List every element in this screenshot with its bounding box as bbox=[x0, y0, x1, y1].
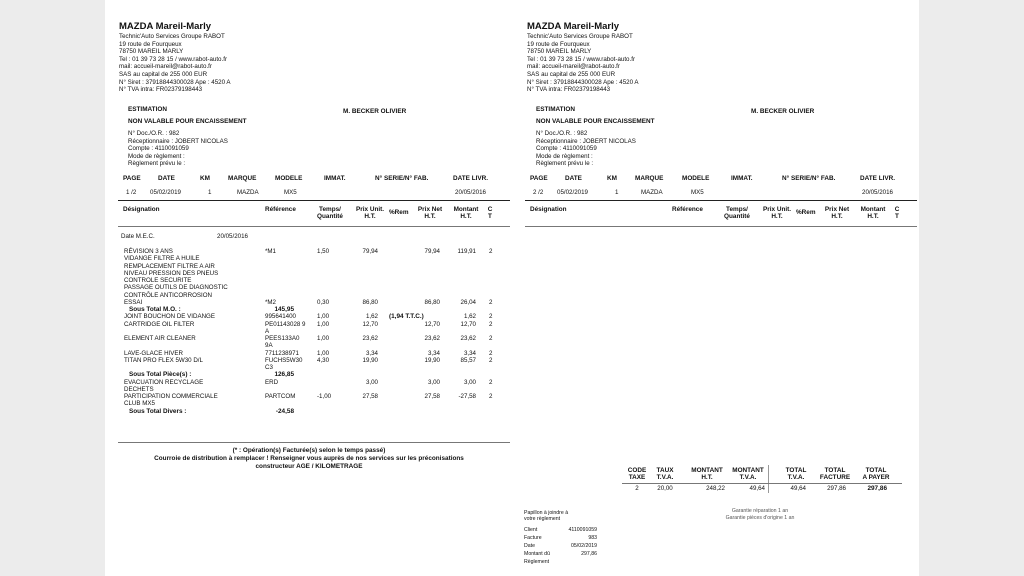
document-meta bbox=[128, 130, 228, 168]
meta-line: Compte : 4110091059 bbox=[536, 145, 597, 153]
line-ct: 2 bbox=[489, 248, 493, 255]
col-pn-l2: H.T. bbox=[424, 213, 436, 220]
col-ct bbox=[484, 206, 496, 220]
line-designation: VIDANGE FILTRE A HUILE bbox=[124, 255, 200, 263]
vehicle-header-marque: MARQUE bbox=[228, 175, 257, 182]
line-mt: 1,62 bbox=[463, 313, 476, 321]
company-line: N° TVA intra: FR02379198443 bbox=[527, 86, 611, 94]
col-montant bbox=[449, 206, 483, 220]
col-ct bbox=[891, 206, 903, 220]
totals-h: CODE bbox=[627, 467, 647, 474]
line-ref: PARTCOM bbox=[265, 393, 296, 400]
guarantee-parts: Garantie pièces d'origine 1 an bbox=[725, 515, 795, 521]
non-valid-notice: NON VALABLE POUR ENCAISSEMENT bbox=[536, 118, 655, 125]
coupon-label: Facture bbox=[524, 535, 542, 541]
company-line: Tel : 01 39 73 28 15 / www.rabot-auto.fr bbox=[119, 55, 227, 63]
vehicle-modele: MX5 bbox=[284, 189, 297, 196]
subtotal-label: Sous Total M.O. : bbox=[129, 306, 181, 313]
vehicle-page: 2 /2 bbox=[533, 189, 544, 196]
divider-vertical bbox=[768, 465, 769, 493]
totals-total-tva: 49,64 bbox=[790, 485, 806, 492]
totals-montant-tva: 49,64 bbox=[749, 485, 765, 492]
line-pn: 86,80 bbox=[424, 298, 440, 306]
line-designation: EVACUATION RECYCLAGE bbox=[124, 378, 204, 386]
col-mt-l2: H.T. bbox=[460, 213, 472, 220]
col-pn-l2: H.T. bbox=[831, 213, 843, 220]
company-line: Tel : 01 39 73 28 15 / www.rabot-auto.fr bbox=[527, 55, 635, 63]
document-page-2 bbox=[512, 0, 919, 576]
coupon-value: 4110091059 bbox=[568, 527, 597, 533]
col-temps-l1: Temps/ bbox=[726, 206, 748, 213]
coupon-value: 983 bbox=[588, 535, 597, 541]
line-pu: 79,94 bbox=[362, 248, 378, 255]
line-pn: 27,58 bbox=[424, 393, 440, 400]
company-info bbox=[119, 33, 231, 94]
vehicle-km: 1 bbox=[615, 189, 619, 196]
line-designation: TITAN PRO FLEX 5W30 D/L bbox=[124, 356, 203, 364]
col-ct-l1: C bbox=[487, 206, 493, 213]
line-designation: CONTRÔLE ANTICORROSION bbox=[124, 291, 213, 299]
col-prix-net bbox=[821, 206, 853, 220]
line-ref: 9A bbox=[265, 342, 273, 350]
totals-h: TOTAL bbox=[865, 467, 887, 474]
line-ref: C3 bbox=[265, 364, 273, 371]
vehicle-marque: MAZDA bbox=[641, 189, 663, 196]
col-mt-l1: Montant bbox=[453, 206, 479, 213]
vehicle-date-livr: 20/05/2016 bbox=[455, 189, 486, 196]
line-mt: 23,62 bbox=[460, 335, 476, 342]
col-montant bbox=[856, 206, 890, 220]
line-ref: ERD bbox=[265, 378, 279, 386]
meta-line: Mode de règlement : bbox=[128, 152, 185, 160]
subtotal-value: -24,58 bbox=[275, 407, 294, 415]
subtotal-label: Sous Total Divers : bbox=[129, 407, 187, 415]
col-ct-l2: T bbox=[895, 213, 899, 220]
col-mt-l2: H.T. bbox=[867, 213, 879, 220]
line-ct: 2 bbox=[489, 349, 493, 357]
vehicle-header-serie: N° SERIE/N° FAB. bbox=[782, 175, 836, 182]
vehicle-header-date-livr: DATE LIVR. bbox=[860, 175, 896, 182]
line-designation: NIVEAU PRESSION DES PNEUS bbox=[124, 269, 219, 277]
company-line: SAS au capital de 255 000 EUR bbox=[527, 70, 616, 78]
coupon-label: Client bbox=[524, 527, 538, 533]
line-designation: CARTRIDGE OIL FILTER bbox=[124, 320, 195, 328]
company-line: N° Siret : 37918844300028 Ape : 4520 A bbox=[119, 78, 231, 86]
col-designation: Désignation bbox=[123, 206, 160, 213]
meta-line: Réceptionnaire : JOBERT NICOLAS bbox=[128, 137, 228, 145]
line-designation: RÉVISION 3 ANS bbox=[124, 248, 173, 255]
col-ct-l2: T bbox=[488, 213, 492, 220]
col-pn-l1: Prix Net bbox=[824, 206, 850, 213]
vehicle-date: 05/02/2019 bbox=[557, 189, 588, 196]
col-rem: %Rem bbox=[389, 209, 409, 216]
vehicle-page: 1 /2 bbox=[126, 189, 137, 196]
line-designation: CONTROLE SECURITE bbox=[124, 277, 192, 284]
totals-h: T.V.A. bbox=[739, 474, 757, 481]
line-mt: 119,91 bbox=[457, 248, 476, 255]
line-designation: PASSAGE OUTILS DE DIAGNOSTIC bbox=[124, 284, 228, 292]
vehicle-marque: MAZDA bbox=[237, 189, 259, 196]
customer-name: M. BECKER OLIVIER bbox=[751, 108, 815, 115]
guarantee-repair: Garantie réparation 1 an bbox=[731, 508, 789, 514]
divider bbox=[622, 483, 902, 484]
meta-line: Règlement prévu le : bbox=[128, 160, 186, 168]
note-constructor: constructeur AGE / KILOMETRAGE bbox=[255, 463, 363, 470]
coupon-label: Montant dû bbox=[524, 551, 550, 557]
vehicle-header-immat: IMMAT. bbox=[731, 175, 753, 182]
coupon-label: Règlement bbox=[524, 559, 550, 565]
company-line: mail: accueil-mareil@rabot-auto.fr bbox=[527, 63, 620, 71]
line-qty: 1,00 bbox=[317, 313, 330, 321]
line-mt: 85,57 bbox=[460, 356, 476, 364]
line-qty: 1,50 bbox=[317, 248, 330, 255]
line-rem: (1,94 T.T.C.) bbox=[389, 313, 424, 321]
coupon-label: Date bbox=[524, 543, 535, 549]
subtotal-label: Sous Total Pièce(s) : bbox=[129, 371, 192, 379]
line-ref: PE01143028 9 bbox=[265, 320, 306, 328]
company-info bbox=[527, 33, 639, 94]
line-pn: 23,62 bbox=[424, 335, 440, 342]
company-line: 19 route de Fourqueux bbox=[527, 40, 590, 48]
document-type: ESTIMATION bbox=[536, 106, 575, 113]
line-pn: 19,90 bbox=[424, 356, 440, 364]
meta-line: Compte : 4110091059 bbox=[128, 145, 189, 153]
line-ref: FUCHS5W30 bbox=[265, 356, 303, 364]
line-qty: -1,00 bbox=[317, 393, 332, 400]
line-mt: 12,70 bbox=[460, 320, 476, 328]
col-temps bbox=[313, 206, 347, 220]
company-line: 78750 MAREIL MARLY bbox=[527, 48, 592, 56]
totals-h: TOTAL bbox=[785, 467, 807, 474]
note-timing-belt: Courroie de distribution à remplacer ! Renseigner vous auprès de nos services sur les préconisations bbox=[154, 455, 464, 462]
totals-col-montant-ht bbox=[687, 467, 727, 481]
line-designation: DECHETS bbox=[124, 385, 154, 393]
totals-h: MONTANT bbox=[732, 467, 764, 474]
totals-montant-ht: 248,22 bbox=[706, 485, 725, 492]
vehicle-header-date: DATE bbox=[158, 175, 175, 182]
line-pn: 12,70 bbox=[424, 320, 440, 328]
totals-taux: 20,00 bbox=[657, 485, 673, 492]
totals-h: T.V.A. bbox=[787, 474, 805, 481]
line-pu: 1,62 bbox=[365, 313, 378, 321]
totals-col-total-facture bbox=[816, 467, 854, 481]
coupon-subtitle: votre règlement bbox=[524, 516, 561, 522]
vehicle-header-immat: IMMAT. bbox=[324, 175, 346, 182]
vehicle-header-date-livr: DATE LIVR. bbox=[453, 175, 489, 182]
totals-col-code bbox=[622, 467, 652, 481]
vehicle-header-page: PAGE bbox=[123, 175, 141, 182]
totals-col-montant-tva bbox=[728, 467, 768, 481]
line-mt: -27,58 bbox=[458, 393, 476, 400]
col-designation: Désignation bbox=[530, 206, 567, 213]
subtotal-value: 145,95 bbox=[274, 306, 294, 313]
col-ct-l1: C bbox=[894, 206, 900, 213]
divider bbox=[118, 226, 510, 227]
divider bbox=[525, 200, 917, 201]
vehicle-header-km: KM bbox=[200, 175, 210, 182]
line-ct: 2 bbox=[489, 313, 493, 321]
vehicle-date-livr: 20/05/2016 bbox=[862, 189, 893, 196]
coupon-value: 05/02/2019 bbox=[571, 543, 597, 549]
line-ref: *M2 bbox=[265, 298, 277, 306]
totals-col-total-payer bbox=[857, 467, 895, 481]
company-line: N° Siret : 37918844300028 Ape : 4520 A bbox=[527, 78, 639, 86]
col-temps-l2: Quantité bbox=[724, 213, 750, 220]
line-qty: 1,00 bbox=[317, 320, 330, 328]
vehicle-header-serie: N° SERIE/N° FAB. bbox=[375, 175, 429, 182]
line-ref: *M1 bbox=[265, 248, 277, 255]
meta-line: N° Doc./O.R. : 982 bbox=[536, 130, 588, 137]
vehicle-header-modele: MODELE bbox=[682, 175, 710, 182]
line-qty: 4,30 bbox=[317, 356, 330, 364]
mec-label: Date M.E.C. bbox=[121, 233, 155, 240]
line-mt: 3,00 bbox=[463, 378, 476, 386]
coupon-value: 297,86 bbox=[581, 551, 597, 557]
line-ct: 2 bbox=[489, 335, 493, 342]
non-valid-notice: NON VALABLE POUR ENCAISSEMENT bbox=[128, 118, 247, 125]
line-pn: 3,34 bbox=[427, 349, 440, 357]
line-pu: 23,62 bbox=[362, 335, 378, 342]
line-ref: 7711238971 bbox=[265, 349, 299, 357]
company-name: MAZDA Mareil-Marly bbox=[119, 21, 212, 32]
mec-value: 20/05/2016 bbox=[217, 233, 248, 240]
vehicle-header-km: KM bbox=[607, 175, 617, 182]
line-designation: ELEMENT AIR CLEANER bbox=[124, 335, 196, 342]
col-prix-net bbox=[414, 206, 446, 220]
col-prix-unit bbox=[352, 206, 388, 220]
line-designation: REMPLACEMENT FILTRE A AIR bbox=[124, 262, 215, 270]
col-reference: Référence bbox=[672, 206, 703, 213]
company-line: 78750 MAREIL MARLY bbox=[119, 48, 184, 56]
note-operation: (* : Opération(s) Facturée(s) selon le temps passé) bbox=[232, 447, 386, 454]
customer-name: M. BECKER OLIVIER bbox=[343, 108, 407, 115]
company-line: Technic'Auto Services Groupe RABOT bbox=[527, 33, 633, 40]
line-designation: ESSAI bbox=[124, 298, 143, 306]
document-meta bbox=[536, 130, 636, 168]
company-line: SAS au capital de 255 000 EUR bbox=[119, 70, 208, 78]
vehicle-header-date: DATE bbox=[565, 175, 582, 182]
totals-h: T.V.A. bbox=[656, 474, 674, 481]
totals-col-total-tva bbox=[778, 467, 814, 481]
totals-h: TOTAL bbox=[824, 467, 846, 474]
line-designation: LAVE-GLACE HIVER bbox=[124, 349, 184, 357]
line-mt: 26,04 bbox=[460, 298, 476, 306]
line-ref: 995641400 bbox=[265, 313, 296, 321]
col-temps-l1: Temps/ bbox=[319, 206, 341, 213]
line-ct: 2 bbox=[489, 378, 493, 386]
line-designation: CLUB MX5 bbox=[124, 400, 155, 408]
line-pu: 86,80 bbox=[362, 298, 378, 306]
line-qty: 0,30 bbox=[317, 298, 330, 306]
divider bbox=[525, 226, 917, 227]
totals-h: H.T. bbox=[701, 474, 713, 481]
document-type: ESTIMATION bbox=[128, 106, 167, 113]
line-designation: PARTICIPATION COMMERCIALE bbox=[124, 393, 218, 400]
col-temps bbox=[720, 206, 754, 220]
col-prix-unit bbox=[759, 206, 795, 220]
totals-h: TAXE bbox=[628, 474, 646, 481]
company-name: MAZDA Mareil-Marly bbox=[527, 21, 620, 32]
subtotal-value: 126,85 bbox=[274, 371, 294, 379]
line-qty: 1,00 bbox=[317, 349, 330, 357]
line-pu: 3,34 bbox=[365, 349, 378, 357]
meta-line: Mode de règlement : bbox=[536, 152, 593, 160]
totals-h: FACTURE bbox=[819, 474, 851, 481]
totals-total-payer: 297,86 bbox=[867, 485, 887, 492]
vehicle-date: 05/02/2019 bbox=[150, 189, 181, 196]
vehicle-km: 1 bbox=[208, 189, 212, 196]
col-pu-l2: H.T. bbox=[364, 213, 376, 220]
col-rem: %Rem bbox=[796, 209, 816, 216]
line-qty: 1,00 bbox=[317, 335, 330, 342]
vehicle-header-modele: MODELE bbox=[275, 175, 303, 182]
company-line: N° TVA intra: FR02379198443 bbox=[119, 86, 203, 94]
coupon-title: Papillon à joindre à bbox=[524, 510, 569, 516]
totals-col-taux bbox=[650, 467, 680, 481]
line-ref: PEES133A0 bbox=[265, 335, 300, 342]
document-page-1 bbox=[105, 0, 513, 576]
col-pn-l1: Prix Net bbox=[417, 206, 443, 213]
col-reference: Référence bbox=[265, 206, 296, 213]
line-pu: 12,70 bbox=[362, 320, 378, 328]
totals-h: MONTANT bbox=[691, 467, 723, 474]
line-ref: A bbox=[265, 327, 270, 335]
line-pu: 19,90 bbox=[362, 356, 378, 364]
line-ct: 2 bbox=[489, 320, 493, 328]
vehicle-modele: MX5 bbox=[691, 189, 704, 196]
divider bbox=[118, 442, 510, 443]
line-ct: 2 bbox=[489, 393, 493, 400]
divider bbox=[118, 200, 510, 201]
vehicle-header-marque: MARQUE bbox=[635, 175, 664, 182]
col-pu-l1: Prix Unit. bbox=[355, 206, 385, 213]
company-line: mail: accueil-mareil@rabot-auto.fr bbox=[119, 63, 212, 71]
col-temps-l2: Quantité bbox=[317, 213, 343, 220]
totals-code: 2 bbox=[635, 485, 639, 492]
line-ct: 2 bbox=[489, 356, 493, 364]
line-pn: 3,00 bbox=[427, 378, 440, 386]
col-pu-l1: Prix Unit. bbox=[762, 206, 792, 213]
company-line: Technic'Auto Services Groupe RABOT bbox=[119, 33, 225, 40]
meta-line: Réceptionnaire : JOBERT NICOLAS bbox=[536, 137, 636, 145]
company-line: 19 route de Fourqueux bbox=[119, 40, 182, 48]
line-pn: 79,94 bbox=[424, 248, 440, 255]
line-designation: JOINT BOUCHON DE VIDANGE bbox=[124, 313, 215, 321]
meta-line: Règlement prévu le : bbox=[536, 160, 594, 168]
line-ct: 2 bbox=[489, 298, 493, 306]
col-pu-l2: H.T. bbox=[771, 213, 783, 220]
line-mt: 3,34 bbox=[463, 349, 476, 357]
totals-total-facture: 297,86 bbox=[827, 485, 846, 492]
meta-line: N° Doc./O.R. : 982 bbox=[128, 130, 180, 137]
col-mt-l1: Montant bbox=[860, 206, 886, 213]
totals-h: TAUX bbox=[656, 467, 674, 474]
line-pu: 27,58 bbox=[362, 393, 378, 400]
totals-h: A PAYER bbox=[862, 474, 890, 481]
vehicle-header-page: PAGE bbox=[530, 175, 548, 182]
line-pu: 3,00 bbox=[365, 378, 378, 386]
